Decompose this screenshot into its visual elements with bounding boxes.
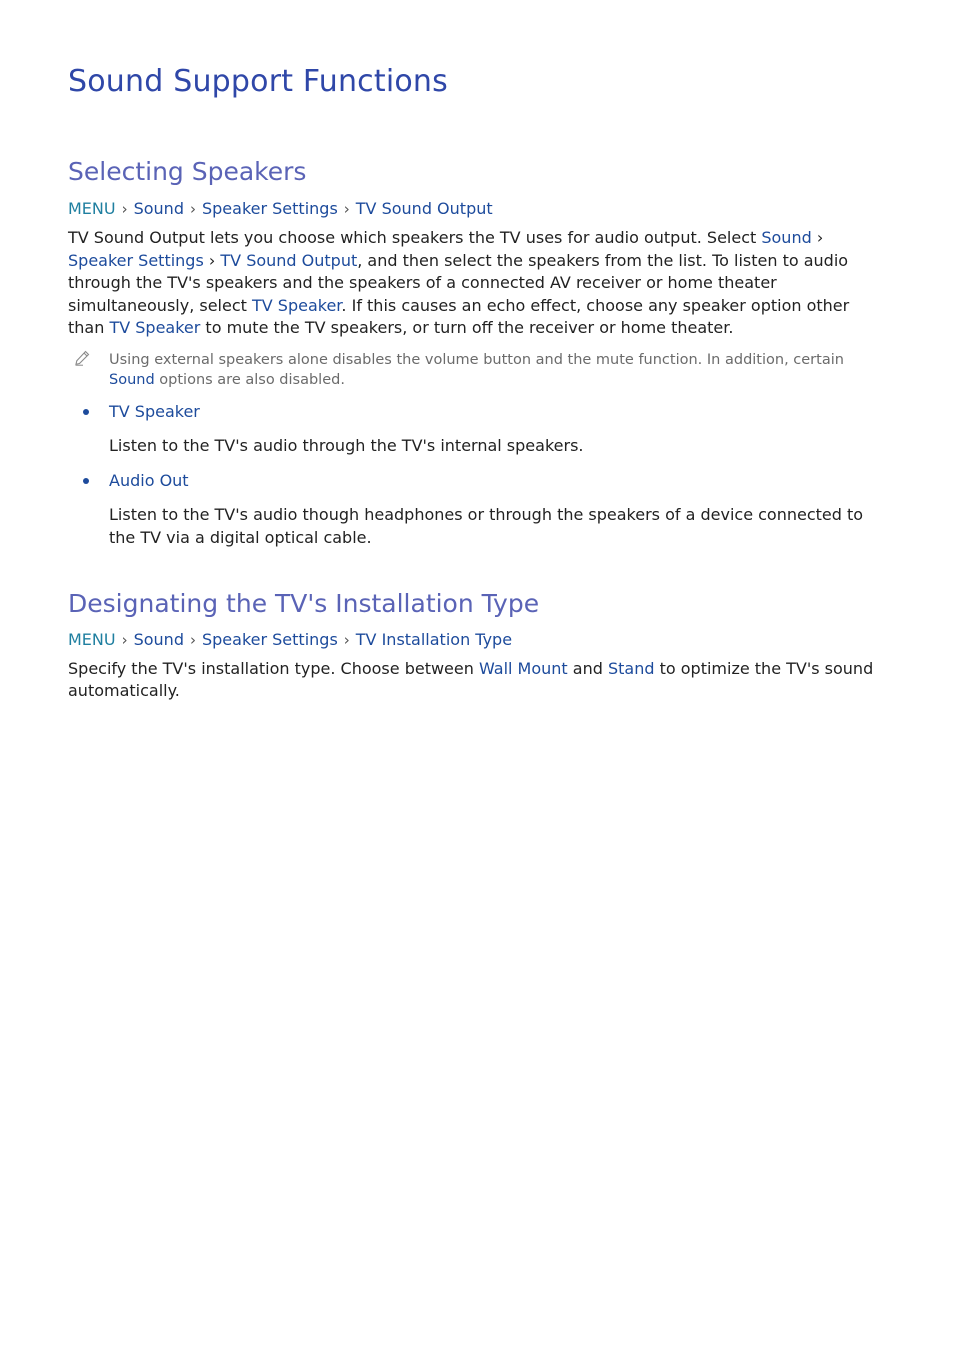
chevron-right-icon: › (189, 630, 196, 649)
link-tv-speaker[interactable]: TV Speaker (252, 295, 342, 315)
link-wall-mount[interactable]: Wall Mount (478, 658, 568, 678)
text: , and then select the speakers from the list. To listen to audio through the TV's speakers and the speakers of a connected AV receiver or home theater simultaneously, select (68, 250, 849, 315)
path-sound[interactable]: Sound (133, 629, 184, 649)
path-speaker-settings[interactable]: Speaker Settings (201, 199, 338, 218)
link-stand[interactable]: Stand (607, 658, 655, 678)
link-speaker-settings[interactable]: Speaker Settings (68, 250, 204, 270)
path-speaker-settings[interactable]: Speaker Settings (201, 629, 338, 649)
chevron-right-icon: › (121, 200, 128, 218)
option-description: Listen to the TV's audio though headphones or through the speakers of a device connected to the TV via a digital optical cable. (109, 504, 864, 547)
chevron-right-icon: › (121, 630, 128, 649)
text: to optimize the TV's sound automatically. (68, 658, 874, 700)
link-sound[interactable]: Sound (761, 228, 812, 247)
chevron-right-icon: › (816, 228, 824, 247)
menu-path (68, 198, 888, 220)
link-tv-speaker[interactable]: TV Speaker (109, 318, 201, 337)
section-installation-type (68, 588, 888, 703)
text: Using external speakers alone disables the volume button and the mute function. In addition, certain (109, 351, 844, 368)
path-menu[interactable]: MENU (68, 629, 116, 649)
list-item (68, 470, 888, 492)
path-tv-installation-type[interactable]: TV Installation Type (355, 629, 513, 649)
text: to mute the TV speakers, or turn off the receiver or home theater. (200, 318, 734, 337)
pencil-icon (74, 350, 90, 366)
page-title: Sound Support Functions (68, 64, 448, 99)
path-tv-sound-output[interactable]: TV Sound Output (355, 199, 493, 218)
text: and (567, 658, 608, 678)
note (68, 350, 888, 390)
text: Specify the TV's installation type. Choose between (68, 658, 479, 678)
text: options are also disabled. (154, 371, 345, 388)
speaker-options (68, 401, 888, 549)
path-menu[interactable]: MENU (68, 199, 116, 218)
speakers-description (68, 227, 888, 340)
section-heading: Selecting Speakers (68, 157, 307, 186)
option-label[interactable]: TV Speaker (109, 401, 200, 421)
installation-description (68, 658, 888, 703)
option-label[interactable]: Audio Out (109, 470, 189, 490)
chevron-right-icon: › (208, 250, 216, 270)
chevron-right-icon: › (343, 200, 350, 218)
chevron-right-icon: › (343, 630, 350, 649)
section-heading: Designating the TV's Installation Type (68, 588, 540, 618)
page (68, 60, 888, 703)
bullet-icon (83, 478, 89, 484)
chevron-right-icon: › (189, 200, 196, 218)
option-description: Listen to the TV's audio through the TV's internal speakers. (109, 435, 584, 455)
list-item (68, 401, 888, 423)
link-tv-sound-output[interactable]: TV Sound Output (220, 250, 358, 270)
bullet-icon (83, 409, 89, 415)
menu-path (68, 629, 888, 651)
text: . If this causes an echo effect, choose any speaker option other than (68, 295, 850, 337)
text: TV Sound Output lets you choose which speakers the TV uses for audio output. Select (68, 228, 762, 247)
link-sound[interactable]: Sound (109, 371, 155, 388)
path-sound[interactable]: Sound (133, 199, 184, 218)
section-selecting-speakers (68, 156, 888, 549)
